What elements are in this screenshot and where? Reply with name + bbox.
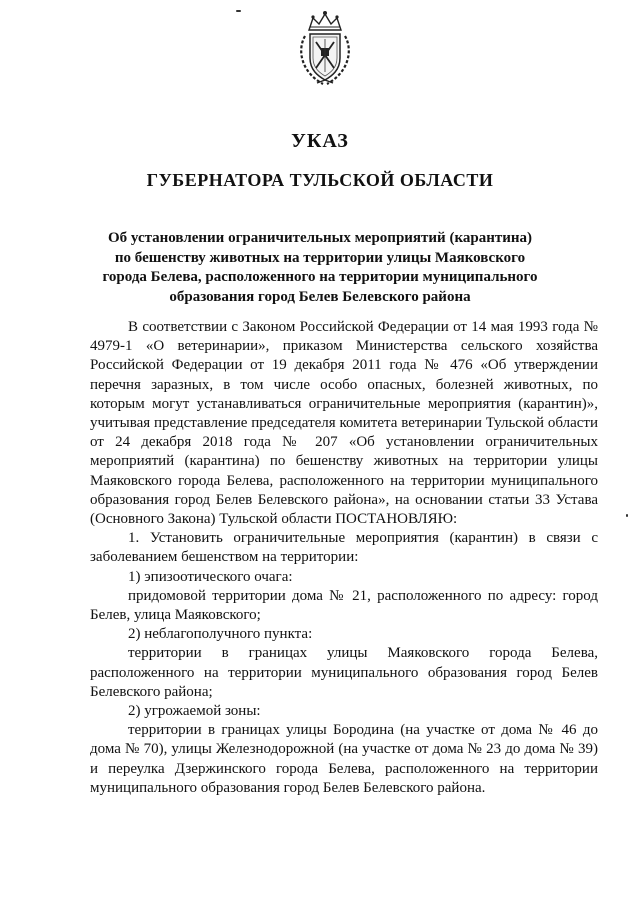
subitem-3-text: территории в границах улицы Бородина (на участке от дома № 46 до дома № 70), улицы Железнодорожной (на участке от дома № 23 до дома № 39) и переулка Дзержинского города Белева, расположенного на территории муниципального образования город Белев Белевского района. [90,722,598,796]
subitem-2-text: территории в границах улицы Маяковского города Белева, расположенного на территории муниципального образования город Белев Белевского района; [90,645,598,700]
subitem-2-heading: 2) неблагополучного пункта: [128,626,313,643]
subitem-1-heading: 1) эпизоотического очага: [128,568,293,585]
preamble-paragraph: В соответствии с Законом Российской Федерации от 14 мая 1993 года № 4979-1 «О ветеринарии», приказом Министерства сельского хозяйства Российской Федерации от 19 декабря 2011 года № 476 «Об утверждении перечня заразных, в том числе особо опасных, болезней животных, по которым могут устанавливаться ограничительные мероприятия (карантин)», учитывая представление председателя комитета ветеринарии Тульской области от 24 декабря 2018 года № 207 «Об установлении ограничительных мероприятий (карантина) по бешенству животных на территории улицы Маяковского города Белева, расположенного на территории муниципального образования город Белев Белевского района», на основании статьи 33 Устава (Основного Закона) Тульской области ПОСТАНОВЛЯЮ: [90,319,598,528]
decree-subject-line: города Белева, расположенного на территории муниципального [102,269,538,285]
decree-subject-line: образования город Белев Белевского района [169,288,471,305]
scan-speck [236,10,241,12]
decree-subject-line: Об установлении ограничительных мероприятий (карантина) [107,230,532,246]
issuer-title: ГУБЕРНАТОРА ТУЛЬСКОЙ ОБЛАСТИ [146,170,494,190]
subitem-3-heading: 2) угрожаемой зоны: [128,703,261,720]
subitem-1-text: придомовой территории дома № 21, расположенного по адресу: город Белев, улица Маяковского; [90,587,598,624]
item-1-paragraph: 1. Установить ограничительные мероприятия (карантин) в связи с заболеванием бешенством на территории: [90,530,598,566]
document-type-title: УКАЗ [291,130,349,152]
scan-speck [626,514,628,517]
decree-subject-line: по бешенству животных на территории улицы Маяковского [114,249,526,266]
decree-body [90,318,598,798]
tula-region-coat-of-arms-icon [295,10,355,88]
decree-subject [100,229,540,307]
